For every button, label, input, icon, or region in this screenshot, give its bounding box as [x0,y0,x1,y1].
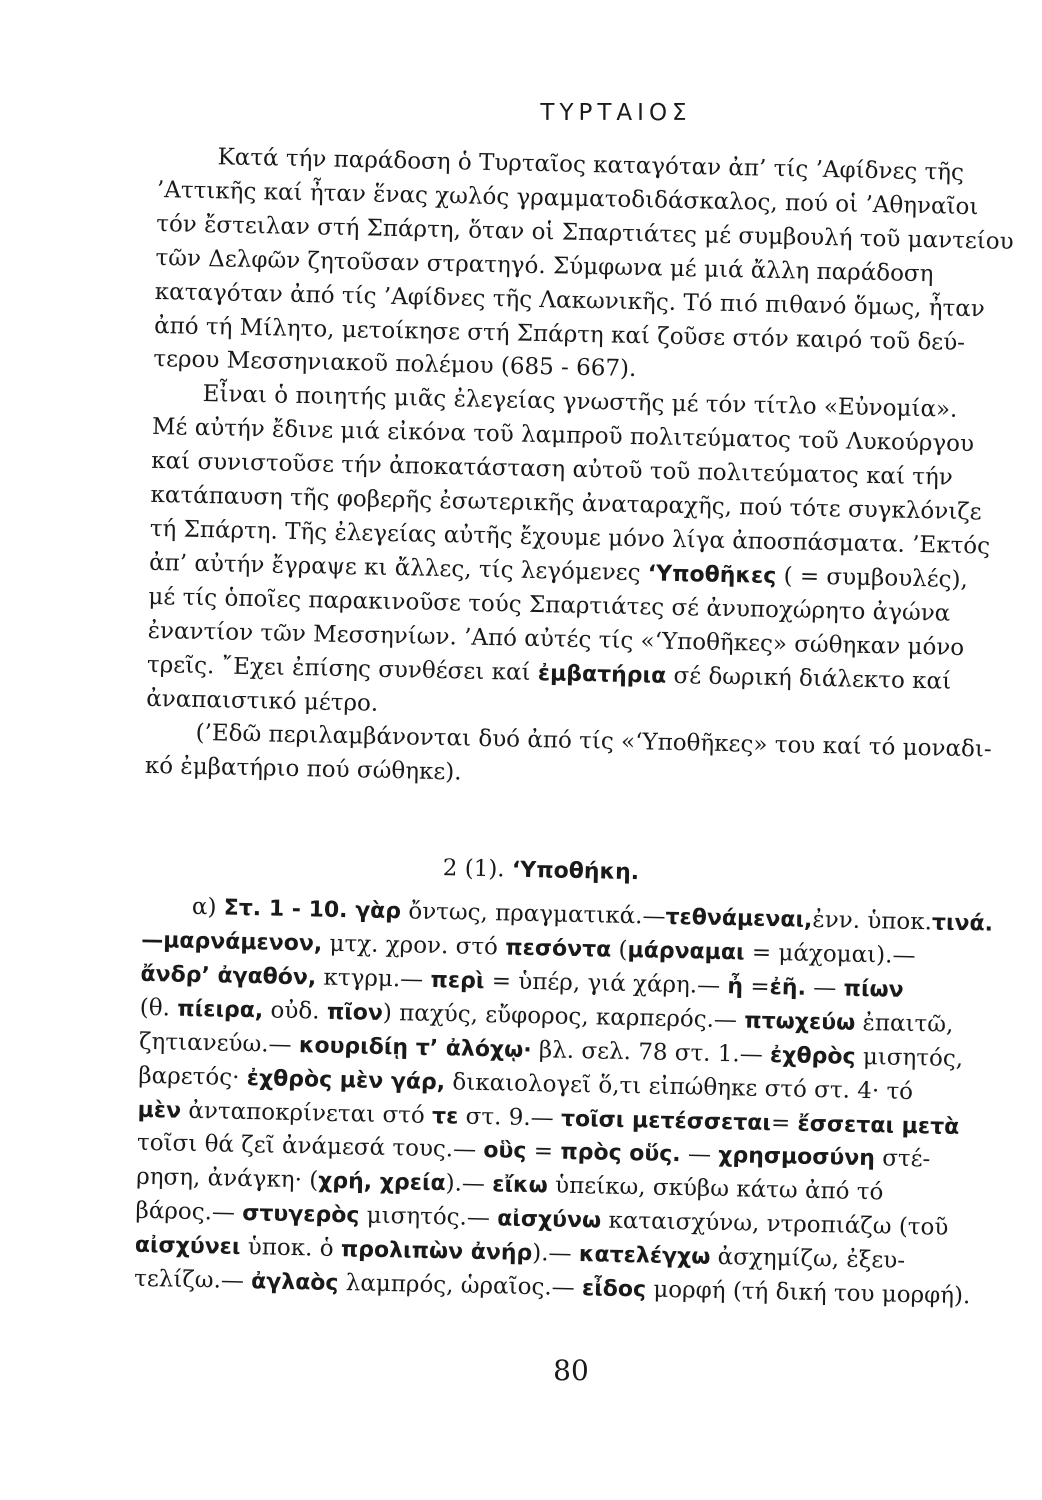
text-run: ὑποκ. ὁ [240,1234,342,1263]
text-run: ζητιανεύω.— [138,1028,300,1058]
text-run: καταισχύνω, ντροπιάζω (τοῦ [600,1207,949,1242]
text-run: μισητός, [855,1043,964,1072]
text-line: Εἶναι ὁ ποιητής μιᾶς ἐλεγείας γνωστῆς μέ τόν τίτλο «Εὐνομία». [202,381,958,424]
text-run: = [770,1109,798,1137]
text-line: ἀπό τή Μίλητο, μετοίκησε στή Σπάρτη καί ζοῦσε στόν καιρό τοῦ δεύ- [153,312,966,356]
bold-term: προλιπὼν ἀνήρ [340,1237,533,1267]
running-header: ΤΥΡΤΑΙΟΣ [540,100,692,126]
bold-term: μάρναμαι [627,938,745,966]
text-run: ἀνταποκρίνεται στό [180,1097,433,1129]
bold-term: τε [431,1103,459,1130]
bold-term: πῖον [326,999,384,1026]
page-body [133,140,1014,1315]
text-run: ).— [445,1170,493,1198]
bold-term: ἔσσεται μετὰ [797,1111,960,1140]
text-run: βαρετός· [138,1062,247,1091]
text-run: ( = συμβουλές), [776,562,969,593]
text-run: κτγρμ.— [315,964,431,993]
text-run: σέ δωρική διάλεκτο καί [665,662,952,695]
bold-term: Στ. 1 - 10. γὰρ [223,895,402,925]
text-run: μισητός.— [359,1202,498,1232]
bold-term: ἦ [727,974,744,1000]
bold-term: τοῖσι μετέσσεται [560,1106,772,1136]
text-line: Κατά τήν παράδοση ὁ Τυρταῖος καταγόταν ἀπ’ τίς ’Αφίδνες τῆς [217,144,965,186]
bold-term: πτωχεύω [743,1008,856,1036]
text-run: στέ- [874,1145,931,1173]
text-line: τόν ἔστειλαν στή Σπάρτη, ὅταν οἱ Σπαρτιάτες μέ συμβουλή τοῦ μαντείου [155,210,1014,255]
text-line: ’Αττικῆς καί ἦταν ἕνας χωλός γραμματοδιδάσκαλος, πού οἱ ’Αθηναῖοι [156,176,979,221]
bold-term: ἐχθρὸς μὲν γάρ, [246,1065,446,1095]
bold-term: κατελέγχω [578,1242,711,1270]
text-line: τερου Μεσσηνιακοῦ πολέμου (685 - 667). [153,346,637,383]
text-run: βλ. σελ. 78 στ. 1.— [531,1036,771,1068]
bold-term: ἐχθρὸς [769,1042,856,1070]
text-run: — [805,974,844,1002]
bold-term: χρή, χρεία [317,1168,446,1197]
text-run: μορφή (τή δική του μορφή). [645,1276,971,1310]
page-number: 80 [553,1354,589,1387]
text-line: ἀναπαιστικό μέτρο. [146,685,379,717]
bold-term: ἀγλαὸς [250,1269,339,1297]
bold-term: πίων [843,976,904,1003]
commentary-notes [134,890,994,1315]
text-run: ἀσχημίζω, ἐξευ- [710,1244,906,1275]
bold-term: πρὸς οὕς. [560,1140,681,1168]
bold-term: ‘Υποθῆκες [647,561,777,589]
bold-term: ἐῆ. [769,974,807,1001]
text-run: λαμπρός, ὡραῖος.— [338,1270,583,1302]
intro-paragraph [153,140,1014,395]
text-run: ( [610,936,628,964]
bold-term: κουριδίῃ τ’ ἀλόχῳ· [298,1032,532,1063]
text-run: = μάχομαι).— [744,939,916,970]
section-heading [142,846,995,898]
bold-term: εἴκω [491,1172,549,1199]
text-run: ἐνν. ὑποκ. [812,907,933,936]
bold-term: χρησμοσύνη [718,1143,876,1172]
text-run: τρεῖς. ῎Εχει ἐπίσης συνθέσει καί [146,651,539,686]
text-run: δικαιολογεῖ ὅ,τι εἰπώθηκε στό στ. 4· τό [444,1068,914,1105]
text-run: βάρος.— [135,1198,243,1227]
bold-term: μὲν [137,1097,182,1124]
text-line: καί συνιστοῦσε τήν ἀποκατάσταση αὐτοῦ τοῦ πολιτεύματος καί τήν [151,448,954,491]
section-number: 2 (1). [442,855,505,883]
bold-term: πίειρα, [176,996,264,1024]
text-run: τοῖσι θά ζεῖ ἀνάμεσά τους.— [136,1130,484,1164]
text-run: = [742,973,770,1000]
text-line: κατάπαυση τῆς φοβερῆς ἐσωτερικῆς ἀναταραχῆς, πού τότε συγκλόνιζε [150,481,982,526]
works-paragraph [146,377,1005,734]
bold-term: εἶδος [581,1276,647,1303]
text-run: τελίζω.— [133,1265,252,1295]
text-run: ) παχύς, εὔφορος, καρπερός.— [382,999,745,1034]
bold-term: —μαρνάμενον, [140,927,323,957]
text-run: στ. 9.— [458,1103,562,1132]
text-run: (θ. [139,994,178,1022]
text-run: = [526,1138,561,1166]
text-run: ὑπείκω, σκύβω κάτω ἀπό τό [547,1172,884,1206]
text-line: (’Εδῶ περιλαμβάνονται δυό ἀπό τίς «‘Υποθῆκες» του καί τό μοναδι- [195,720,992,763]
text-line: ἐναντίον τῶν Μεσσηνίων. ’Από αὐτές τίς «‘Υποθῆκες» σώθηκαν μόνο [147,617,965,661]
text-run: = ὑπέρ, γιά χάρη.— [484,967,728,1000]
text-run: ἀπ’ αὐτήν ἔγραψε κι ἄλλες, τίς λεγόμενες [148,549,649,587]
bold-term: πεσόντα [504,935,612,963]
text-line: μέ τίς ὁποῖες παρακινοῦσε τούς Σπαρτιάτες σέ ἀνυποχώρητο ἀγώνα [148,583,951,627]
text-run: οὐδ. [262,997,328,1025]
text-run: ὄντως, πραγματικά.— [400,898,666,930]
text-run: ρηση, ἀνάγκη· ( [136,1164,319,1194]
bold-term: αἰσχύνω [496,1206,602,1234]
text-line: κό ἐμβατήριο πού σώθηκε). [144,753,462,786]
bold-term: περὶ [430,967,485,994]
section-title: ‘Υποθήκη. [511,857,640,886]
bold-term: ἄνδρ’ ἀγαθόν, [140,961,317,991]
text-run: ἐπαιτῶ, [854,1009,954,1038]
bold-term: στυγερὸς [241,1201,360,1229]
text-line: Μέ αὐτήν ἔδινε μιά εἰκόνα τοῦ λαμπροῦ πολιτεύματος τοῦ Λυκούργου [151,414,975,458]
bold-term: οὓς [483,1138,527,1165]
text-run: ).— [532,1240,580,1268]
text-line: τή Σπάρτη. Τῆς ἐλεγείας αὐτῆς ἔχουμε μόνο λίγα ἀποσπάσματα. ’Εκτός [149,515,991,560]
text-run: μτχ. χρον. στό [321,930,506,961]
text-line: καταγόταν ἀπό τίς ’Αφίδνες τῆς Λακωνικῆς. Τό πιό πιθανό ὅμως, ἦταν [154,278,986,322]
text-line: τῶν Δελφῶν ζητοῦσαν στρατηγό. Σύμφωνα μέ μιά ἄλλη παράδοση [155,244,934,287]
bold-term: τεθνάμεναι, [665,904,813,933]
text-run: α) [191,894,225,921]
bold-term: τινά. [931,910,994,937]
text-run: — [680,1141,719,1169]
bold-term: αἰσχύνει [134,1232,241,1261]
bold-term: ἐμβατήρια [537,660,667,689]
